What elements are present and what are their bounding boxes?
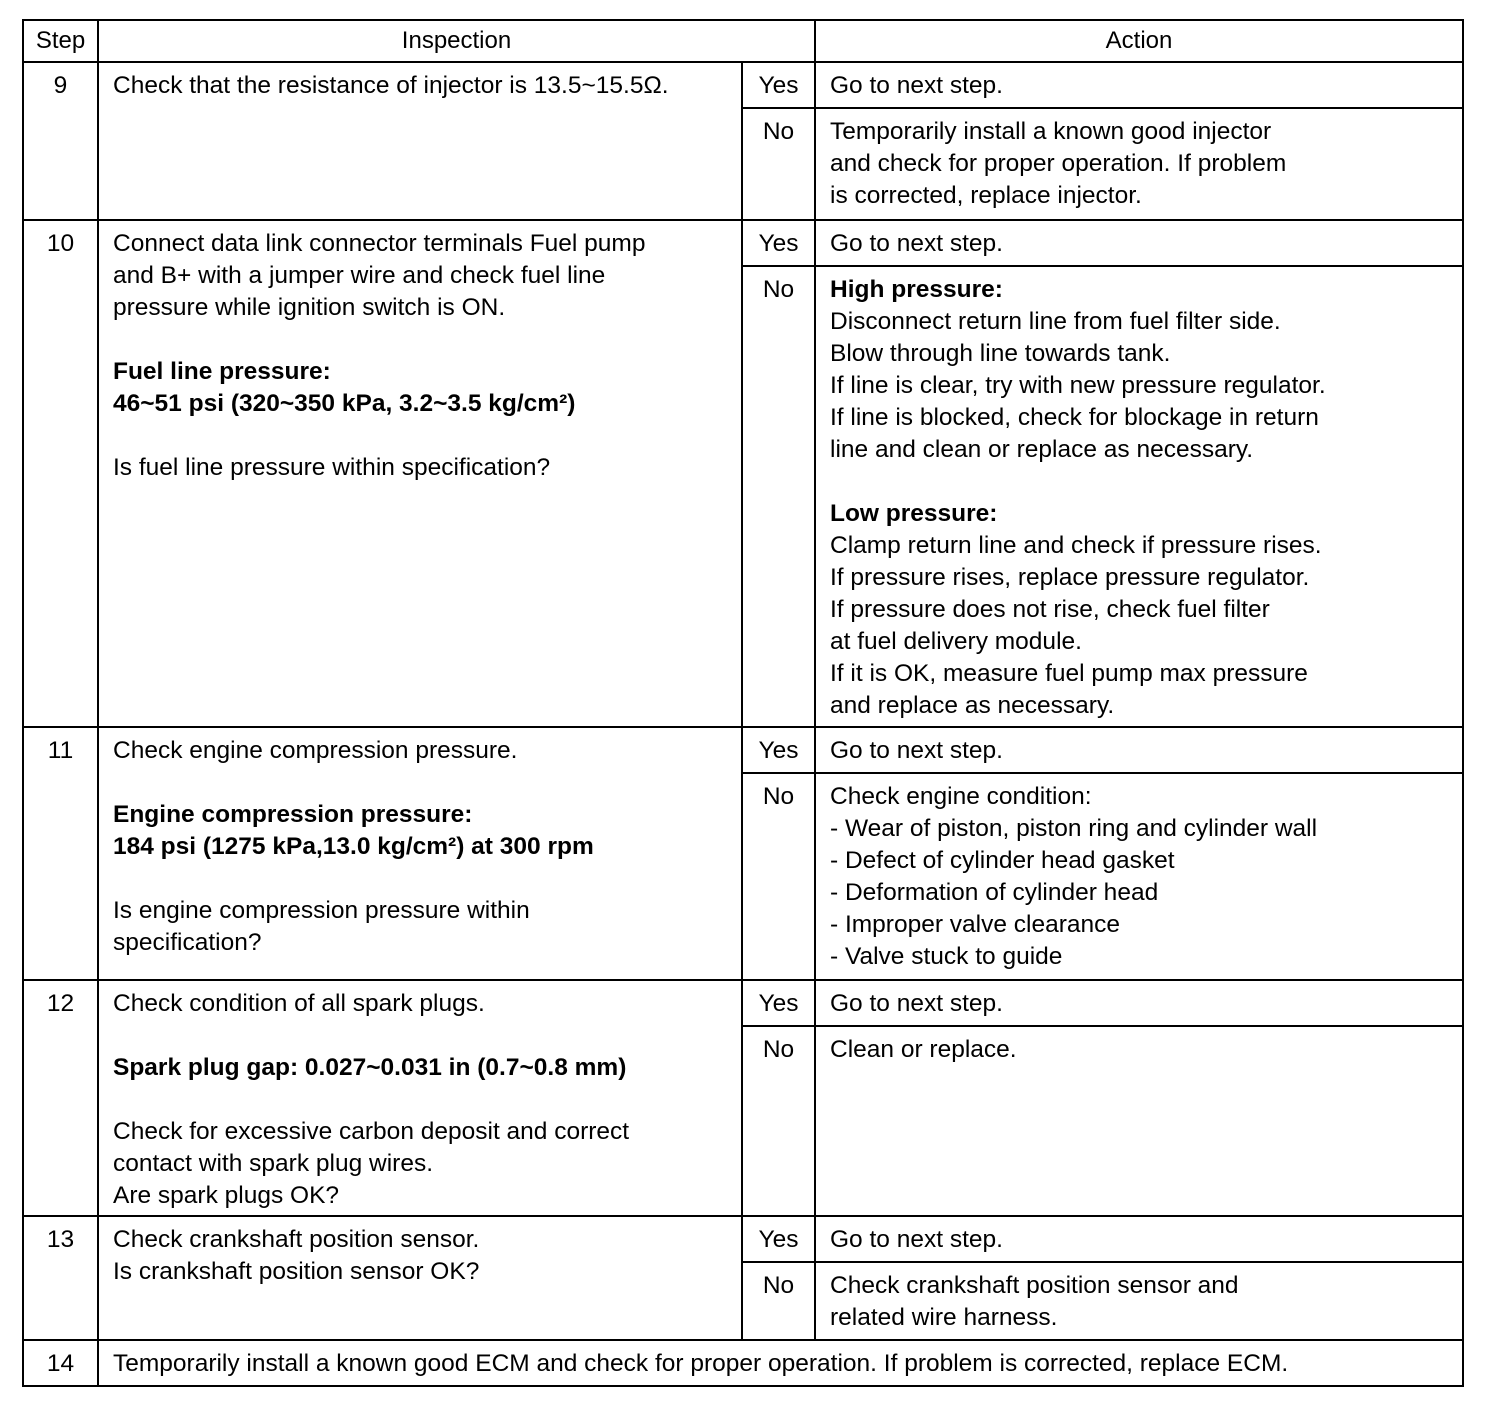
spacer xyxy=(113,767,729,799)
inspection-text: Check condition of all spark plugs. xyxy=(113,990,485,1017)
table-row xyxy=(23,1216,1463,1262)
inspection-question: contact with spark plug wires. xyxy=(113,1150,433,1177)
inspection-question: Are spark plugs OK? xyxy=(113,1182,340,1209)
yes-label: Yes xyxy=(742,220,815,266)
inspection-cell xyxy=(98,62,742,220)
spacer xyxy=(830,466,1452,498)
step-number: 12 xyxy=(23,980,98,1216)
inspection-question: Is fuel line pressure within specification? xyxy=(113,454,551,481)
no-label: No xyxy=(742,108,815,220)
action-line: is corrected, replace injector. xyxy=(830,182,1142,209)
inspection-question: specification? xyxy=(113,929,262,956)
yes-action: Go to next step. xyxy=(815,1216,1463,1262)
action-line: - Valve stuck to guide xyxy=(830,943,1063,970)
step-number: 10 xyxy=(23,220,98,727)
yes-action: Go to next step. xyxy=(815,727,1463,773)
step-number: 14 xyxy=(23,1340,98,1386)
action-line: Check engine condition: xyxy=(830,783,1092,810)
inspection-cell xyxy=(98,727,742,980)
no-action xyxy=(815,266,1463,727)
table-row xyxy=(23,1340,1463,1386)
action-line: Clamp return line and check if pressure rises. xyxy=(830,532,1322,559)
table-row xyxy=(23,980,1463,1026)
table-header-row xyxy=(23,20,1463,62)
no-label: No xyxy=(742,773,815,980)
inspection-question: Check for excessive carbon deposit and correct xyxy=(113,1118,630,1145)
step-number: 13 xyxy=(23,1216,98,1340)
yes-label: Yes xyxy=(742,727,815,773)
no-action xyxy=(815,108,1463,220)
full-width-action: Temporarily install a known good ECM and check for proper operation. If problem is corrected, replace ECM. xyxy=(98,1340,1463,1386)
action-line: and replace as necessary. xyxy=(830,692,1115,719)
no-action xyxy=(815,1262,1463,1340)
spec-value: Spark plug gap: 0.027~0.031 in (0.7~0.8 mm) xyxy=(113,1054,627,1081)
action-line: Disconnect return line from fuel filter side. xyxy=(830,308,1281,335)
yes-action: Go to next step. xyxy=(815,62,1463,108)
inspection-question: Is engine compression pressure within xyxy=(113,897,530,924)
table-row xyxy=(23,62,1463,108)
spacer xyxy=(113,324,729,356)
yes-label: Yes xyxy=(742,980,815,1026)
yes-label: Yes xyxy=(742,62,815,108)
spacer xyxy=(113,863,729,895)
inspection-text: and B+ with a jumper wire and check fuel line xyxy=(113,262,606,289)
no-label: No xyxy=(742,1026,815,1216)
action-line: related wire harness. xyxy=(830,1304,1058,1331)
action-line: - Wear of piston, piston ring and cylinder wall xyxy=(830,815,1318,842)
table-row xyxy=(23,220,1463,266)
low-pressure-title: Low pressure: xyxy=(830,500,998,527)
no-label: No xyxy=(742,1262,815,1340)
action-line: If it is OK, measure fuel pump max pressure xyxy=(830,660,1308,687)
no-action: Clean or replace. xyxy=(815,1026,1463,1216)
action-line: If pressure rises, replace pressure regulator. xyxy=(830,564,1310,591)
action-line: Blow through line towards tank. xyxy=(830,340,1171,367)
spacer xyxy=(113,1084,729,1116)
action-line: Temporarily install a known good injector xyxy=(830,118,1272,145)
spec-title: Fuel line pressure: xyxy=(113,358,331,385)
inspection-text: Connect data link connector terminals Fuel pump xyxy=(113,230,646,257)
inspection-cell xyxy=(98,1216,742,1340)
no-label: No xyxy=(742,266,815,727)
step-number: 9 xyxy=(23,62,98,220)
spec-value: 46~51 psi (320~350 kPa, 3.2~3.5 kg/cm²) xyxy=(113,390,576,417)
spacer xyxy=(113,1020,729,1052)
spec-title: Engine compression pressure: xyxy=(113,801,473,828)
inspection-text: Check crankshaft position sensor. xyxy=(113,1226,480,1253)
spec-value: 184 psi (1275 kPa,13.0 kg/cm²) at 300 rpm xyxy=(113,833,594,860)
action-line: If pressure does not rise, check fuel filter xyxy=(830,596,1270,623)
high-pressure-title: High pressure: xyxy=(830,276,1003,303)
action-line: - Improper valve clearance xyxy=(830,911,1121,938)
inspection-text: Check that the resistance of injector is 13.5~15.5Ω. xyxy=(113,72,669,99)
header-inspection: Inspection xyxy=(98,20,815,62)
yes-label: Yes xyxy=(742,1216,815,1262)
action-line: Check crankshaft position sensor and xyxy=(830,1272,1239,1299)
inspection-text: Is crankshaft position sensor OK? xyxy=(113,1258,480,1285)
table-row xyxy=(23,727,1463,773)
action-line: and check for proper operation. If problem xyxy=(830,150,1287,177)
header-action: Action xyxy=(815,20,1463,62)
action-line: line and clean or replace as necessary. xyxy=(830,436,1254,463)
diagnostic-table xyxy=(22,19,1464,1387)
yes-action: Go to next step. xyxy=(815,220,1463,266)
yes-action: Go to next step. xyxy=(815,980,1463,1026)
action-line: - Defect of cylinder head gasket xyxy=(830,847,1175,874)
action-line: If line is blocked, check for blockage in return xyxy=(830,404,1319,431)
spacer xyxy=(113,420,729,452)
action-line: - Deformation of cylinder head xyxy=(830,879,1159,906)
action-line: at fuel delivery module. xyxy=(830,628,1082,655)
inspection-cell xyxy=(98,220,742,727)
no-action xyxy=(815,773,1463,980)
header-step: Step xyxy=(23,20,98,62)
inspection-text: Check engine compression pressure. xyxy=(113,737,518,764)
inspection-text: pressure while ignition switch is ON. xyxy=(113,294,506,321)
inspection-cell xyxy=(98,980,742,1216)
action-line: If line is clear, try with new pressure regulator. xyxy=(830,372,1326,399)
step-number: 11 xyxy=(23,727,98,980)
